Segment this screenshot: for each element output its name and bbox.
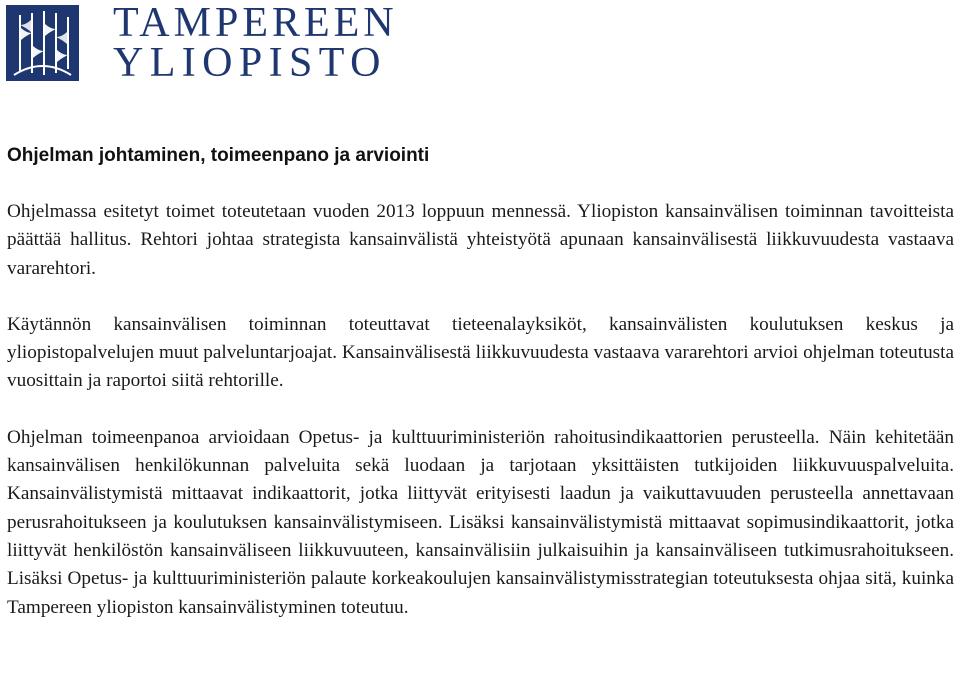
section-heading: Ohjelman johtaminen, toimeenpano ja arviointi	[7, 145, 430, 166]
university-logo	[6, 0, 398, 86]
logo-text-line1: TAMPEREEN	[113, 0, 398, 46]
paragraph-2: Käytännön kansainvälisen toiminnan toteuttavat tieteenalayksiköt, kansainvälisten koulutuksen keskus ja yliopistopalvelujen muut palveluntarjoajat. Kansainvälisestä liikkuvuudesta vastaava vararehtori arvioi ohjelman toteutusta vuosittain ja raportoi siitä rehtorille.	[7, 313, 954, 392]
logo-wordmark	[113, 2, 398, 84]
university-emblem-icon	[6, 5, 79, 81]
document-body	[7, 142, 954, 622]
logo-text-line2: YLIOPISTO	[113, 40, 387, 86]
paragraph-3: Ohjelman toimeenpanoa arvioidaan Opetus- ja kulttuuriministeriön rahoitusindikaattorien perusteella. Näin kehitetään kansainvälisen henkilökunnan palveluita sekä luodaan ja tarjotaan yksittäisten tutkijoiden liikkuvuuspalveluita. Kansainvälistymistä mittaavat indikaattorit, jotka liittyvät erityisesti laadun ja vaikuttavuuden perusteella annettavaan perusrahoitukseen ja koulutuksen kansainvälistymiseen. Lisäksi kansainvälistymistä mittaavat sopimusindikaattorit, jotka liittyvät henkilöstön kansainväliseen liikkuvuuteen, kansainvälisiin julkaisuihin ja kansainväliseen tutkimusrahoitukseen. Lisäksi Opetus- ja kulttuuriministeriön palaute korkeakoulujen kansainvälistymisstrategian toteutuksesta ohjaa sitä, kuinka Tampereen yliopiston kansainvälistyminen toteutuu.	[7, 426, 954, 618]
paragraph-1: Ohjelmassa esitetyt toimet toteutetaan vuoden 2013 loppuun mennessä. Yliopiston kansainvälisen toiminnan tavoitteista päättää hallitus. Rehtori johtaa strategista kansainvälistä yhteistyötä apunaan kansainvälisestä liikkuvuudesta vastaava vararehtori.	[7, 201, 954, 279]
